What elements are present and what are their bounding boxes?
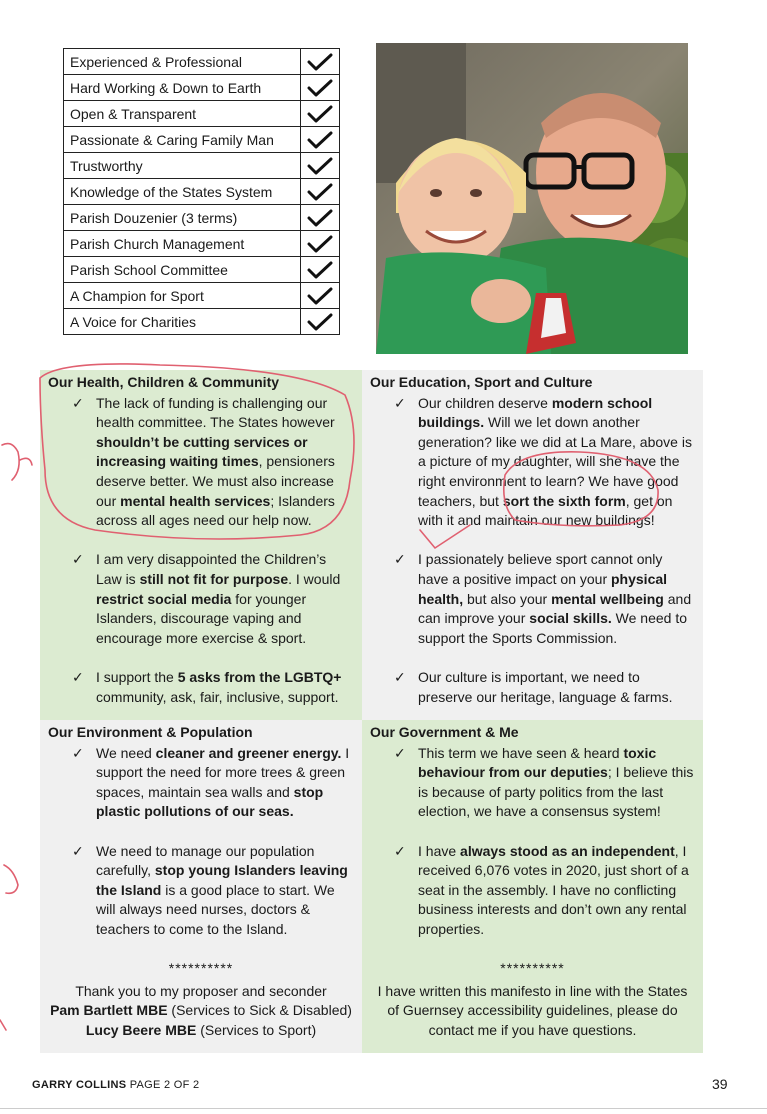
- text-run: We need: [96, 744, 156, 761]
- bullet-list: [48, 394, 354, 708]
- bold-phrase: always stood as an independent: [460, 842, 675, 859]
- checkmark-icon: [301, 257, 340, 283]
- quality-label: Open & Transparent: [64, 101, 301, 127]
- text-run: , get on with it and maintain our new buildings!: [418, 492, 673, 529]
- bold-phrase: still not fit for purpose: [139, 570, 289, 587]
- checkmark-icon: [301, 75, 340, 101]
- quality-label: Hard Working & Down to Earth: [64, 75, 301, 101]
- thanks-text: [48, 982, 354, 1041]
- quality-label: Passionate & Caring Family Man: [64, 127, 301, 153]
- annotation-margin-scribble-2: [4, 865, 18, 893]
- bold-phrase: cleaner and greener energy.: [155, 744, 342, 761]
- checkmark-icon: [301, 101, 340, 127]
- quality-row: [64, 179, 340, 205]
- quality-row: [64, 75, 340, 101]
- bullet-item: [48, 394, 354, 531]
- bullet-item: [48, 550, 354, 648]
- tick-icon: ✓: [72, 551, 84, 568]
- checkmark-icon: [301, 283, 340, 309]
- text-run: but also your: [463, 590, 552, 607]
- proposer-role: (Services to Sick & Disabled): [167, 1002, 352, 1019]
- quality-row: [64, 205, 340, 231]
- text-run: I support the need for more trees & green spaces, maintain sea walls and: [96, 744, 350, 800]
- quality-row: [64, 49, 340, 75]
- section-title: Our Environment & Population: [48, 724, 253, 740]
- bold-phrase: social skills.: [529, 610, 612, 627]
- text-run: We need to manage our population carefully,: [96, 842, 315, 879]
- text-run: We need to support the Sports Commission.: [418, 610, 688, 646]
- bullet-list: [370, 394, 695, 708]
- checkmark-icon: [301, 309, 340, 335]
- tick-icon: ✓: [394, 842, 406, 859]
- quality-row: [64, 257, 340, 283]
- bullet-item: [370, 550, 695, 648]
- bold-phrase: shouldn’t be cutting services or increasing waiting times: [96, 433, 308, 470]
- separator-stars: **********: [168, 960, 234, 977]
- checkmark-icon: [301, 153, 340, 179]
- tick-icon: ✓: [394, 551, 406, 568]
- tick-icon: ✓: [72, 842, 84, 859]
- checkmark-icon: [301, 205, 340, 231]
- tick-icon: ✓: [72, 744, 84, 761]
- tick-icon: ✓: [394, 394, 406, 411]
- quality-label: Parish School Committee: [64, 257, 301, 283]
- proposer-line: [48, 1001, 354, 1021]
- section-government: [362, 720, 703, 1053]
- footer-page-label: PAGE 2 OF 2: [126, 1079, 200, 1091]
- quality-label: Parish Douzenier (3 terms): [64, 205, 301, 231]
- bullet-list: [48, 744, 354, 940]
- quality-label: Experienced & Professional: [64, 49, 301, 75]
- quality-row: [64, 153, 340, 179]
- quality-label: A Champion for Sport: [64, 283, 301, 309]
- separator-stars: **********: [500, 960, 565, 977]
- text-run: and can improve your: [418, 590, 692, 627]
- text-run: , I received 6,076 votes in 2020, just short of a seat in the assembly. I have no conflicting business interests and don’t own any rental properties.: [418, 842, 689, 937]
- quality-label: Trustworthy: [64, 153, 301, 179]
- annotation-margin-tick: [0, 1020, 6, 1030]
- checkmark-icon: [301, 179, 340, 205]
- quality-label: Knowledge of the States System: [64, 179, 301, 205]
- bold-phrase: stop plastic pollutions of our seas.: [96, 783, 324, 820]
- text-run: is a good place to start. We will always need nurses, doctors & teachers to come to the Island.: [96, 881, 335, 937]
- quality-row: [64, 127, 340, 153]
- text-run: Our culture is important, we need to preserve our heritage, language & farms.: [418, 668, 673, 705]
- footer-name: GARRY COLLINS: [32, 1079, 127, 1091]
- text-run: ; Islanders across all ages need our help now.: [96, 492, 335, 529]
- bullet-item: [370, 394, 695, 531]
- text-run: . I would: [288, 570, 341, 587]
- footer-divider: [0, 1108, 767, 1109]
- seconder-role: (Services to Sport): [196, 1021, 317, 1038]
- quality-row: [64, 309, 340, 335]
- annotation-margin-scribble-1: [2, 444, 32, 480]
- text-run: Our children deserve: [418, 394, 552, 411]
- proposer-name: Pam Bartlett MBE: [50, 1002, 168, 1019]
- bullet-list: [370, 744, 695, 940]
- quality-label: Parish Church Management: [64, 231, 301, 257]
- footer-label: [32, 1079, 199, 1091]
- tick-icon: ✓: [72, 668, 84, 685]
- bold-phrase: 5 asks from the LGBTQ+: [177, 668, 342, 685]
- bold-phrase: stop young Islanders leaving the Island: [96, 862, 348, 898]
- text-run: I passionately believe sport cannot only have a positive impact on your: [418, 551, 663, 587]
- tick-icon: ✓: [394, 668, 406, 685]
- bullet-item: [48, 744, 354, 822]
- bold-phrase: modern school buildings.: [418, 394, 653, 431]
- section-title: Our Health, Children & Community: [48, 374, 280, 390]
- quality-row: [64, 101, 340, 127]
- bold-phrase: mental wellbeing: [551, 590, 664, 607]
- seconder-name: Lucy Beere MBE: [85, 1021, 197, 1038]
- bullet-item: [48, 842, 354, 940]
- text-run: ; I believe this is because of party politics from the last election, we have a consensus system!: [418, 764, 694, 820]
- text-run: I am very disappointed the Children’s Law is: [96, 551, 327, 587]
- bullet-item: [48, 668, 354, 707]
- text-run: , pensioners deserve better. We must also increase our: [96, 453, 335, 509]
- bold-phrase: physical health,: [418, 570, 668, 607]
- text-run: for younger Islanders, discourage vaping and encourage more exercise & sport.: [96, 590, 307, 646]
- text-run: I support the: [96, 668, 178, 685]
- section-health: [40, 370, 362, 720]
- text-run: Will we let down another generation? like we did at La Mare, above is a picture of my daughter, will she have the right environment to learn? We have good teachers, but: [418, 414, 692, 509]
- candidate-photo: [376, 43, 688, 354]
- text-run: community, ask, fair, inclusive, support.: [96, 688, 339, 705]
- qualities-table: [63, 48, 340, 335]
- quality-row: [64, 231, 340, 257]
- text-run: This term we have seen & heard: [418, 744, 624, 761]
- checkmark-icon: [301, 49, 340, 75]
- bold-phrase: restrict social media: [96, 590, 232, 607]
- tick-icon: ✓: [72, 394, 84, 411]
- bullet-item: [370, 842, 695, 940]
- section-environment: [40, 720, 362, 1053]
- checkmark-icon: [301, 127, 340, 153]
- bold-phrase: sort the sixth form: [502, 492, 626, 509]
- bullet-item: [370, 668, 695, 707]
- section-title: Our Government & Me: [370, 724, 519, 740]
- tick-icon: ✓: [394, 744, 406, 761]
- bold-phrase: toxic behaviour from our deputies: [418, 744, 657, 781]
- page-number: 39: [712, 1076, 728, 1092]
- seconder-line: [48, 1021, 354, 1041]
- accessibility-note: I have written this manifesto in line with the States of Guernsey accessibility guidelines, please do contact me if you have questions.: [377, 982, 688, 1038]
- bullet-item: [370, 744, 695, 822]
- checkmark-icon: [301, 231, 340, 257]
- text-run: The lack of funding is challenging our health committee. The States however: [96, 394, 335, 431]
- text-run: I have: [418, 842, 461, 859]
- section-title: Our Education, Sport and Culture: [370, 374, 593, 390]
- quality-row: [64, 283, 340, 309]
- quality-label: A Voice for Charities: [64, 309, 301, 335]
- section-education: [362, 370, 703, 720]
- bold-phrase: mental health services: [120, 492, 271, 509]
- thanks-line: Thank you to my proposer and seconder: [75, 982, 327, 999]
